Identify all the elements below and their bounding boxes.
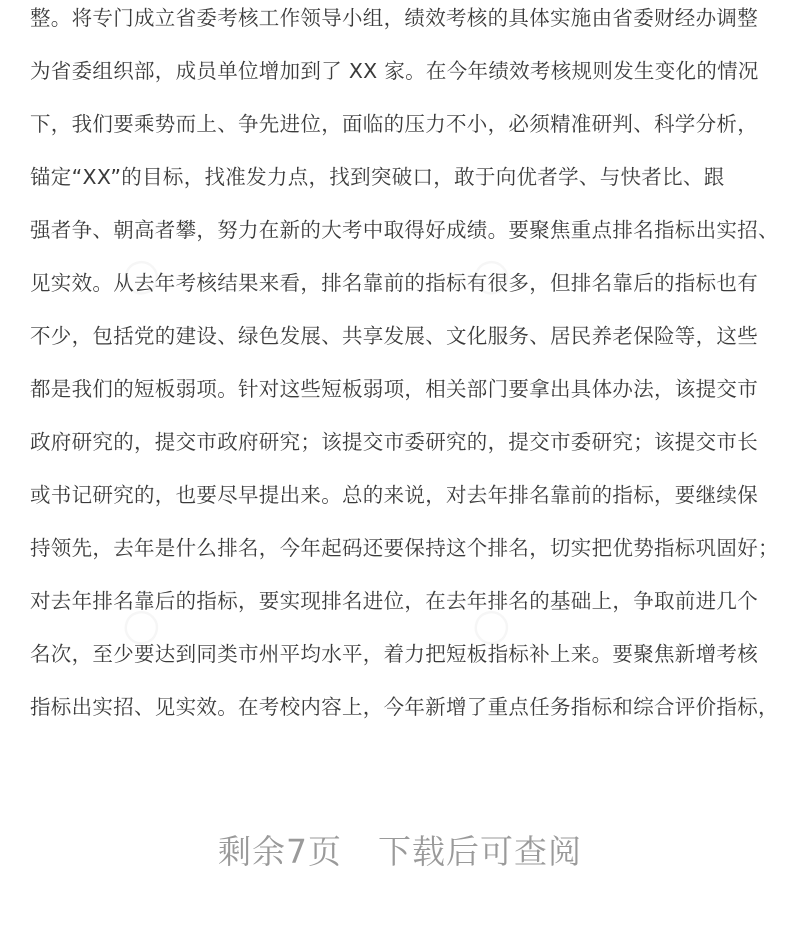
document-line: 见实效。从去年考核结果来看，排名靠前的指标有很多，但排名靠后的指标也有 — [30, 271, 758, 295]
document-line: 政府研究的，提交市政府研究；该提交市委研究的，提交市委研究；该提交市长 — [30, 430, 758, 454]
remaining-pages-label: 剩余7页 — [218, 832, 342, 871]
document-line: 对去年排名靠后的指标，要实现排名进位，在去年排名的基础上，争取前进几个 — [30, 589, 758, 613]
document-line: 强者争、朝高者攀，努力在新的大考中取得好成绩。要聚焦重点排名指标出实招、 — [30, 218, 779, 242]
document-line: 持领先，去年是什么排名，今年起码还要保持这个排名，切实把优势指标巩固好； — [30, 536, 779, 560]
document-line: 或书记研究的，也要尽早提出来。总的来说，对去年排名靠前的指标，要继续保 — [30, 483, 758, 507]
document-line: 整。将专门成立省委考核工作领导小组，绩效考核的具体实施由省委财经办调整 — [30, 6, 758, 30]
document-line: 不少，包括党的建设、绿色发展、共享发展、文化服务、居民养老保险等，这些 — [30, 324, 758, 348]
document-line: 为省委组织部，成员单位增加到了 XX 家。在今年绩效考核规则发生变化的情况 — [30, 59, 759, 83]
document-line: 指标出实招、见实效。在考校内容上，今年新增了重点任务指标和综合评价指标， — [30, 695, 779, 719]
download-prompt-banner[interactable] — [0, 826, 800, 873]
document-body — [30, 0, 780, 742]
download-to-read-label[interactable]: 下载后可查阅 — [378, 832, 582, 871]
document-line: 名次，至少要达到同类市州平均水平，着力把短板指标补上来。要聚焦新增考核 — [30, 642, 758, 666]
document-line: 锚定“XX”的目标，找准发力点，找到突破口，敢于向优者学、与快者比、跟 — [30, 165, 725, 189]
document-line: 都是我们的短板弱项。针对这些短板弱项，相关部门要拿出具体办法，该提交市 — [30, 377, 758, 401]
document-line: 下，我们要乘势而上、争先进位，面临的压力不小，必须精准研判、科学分析， — [30, 112, 758, 136]
